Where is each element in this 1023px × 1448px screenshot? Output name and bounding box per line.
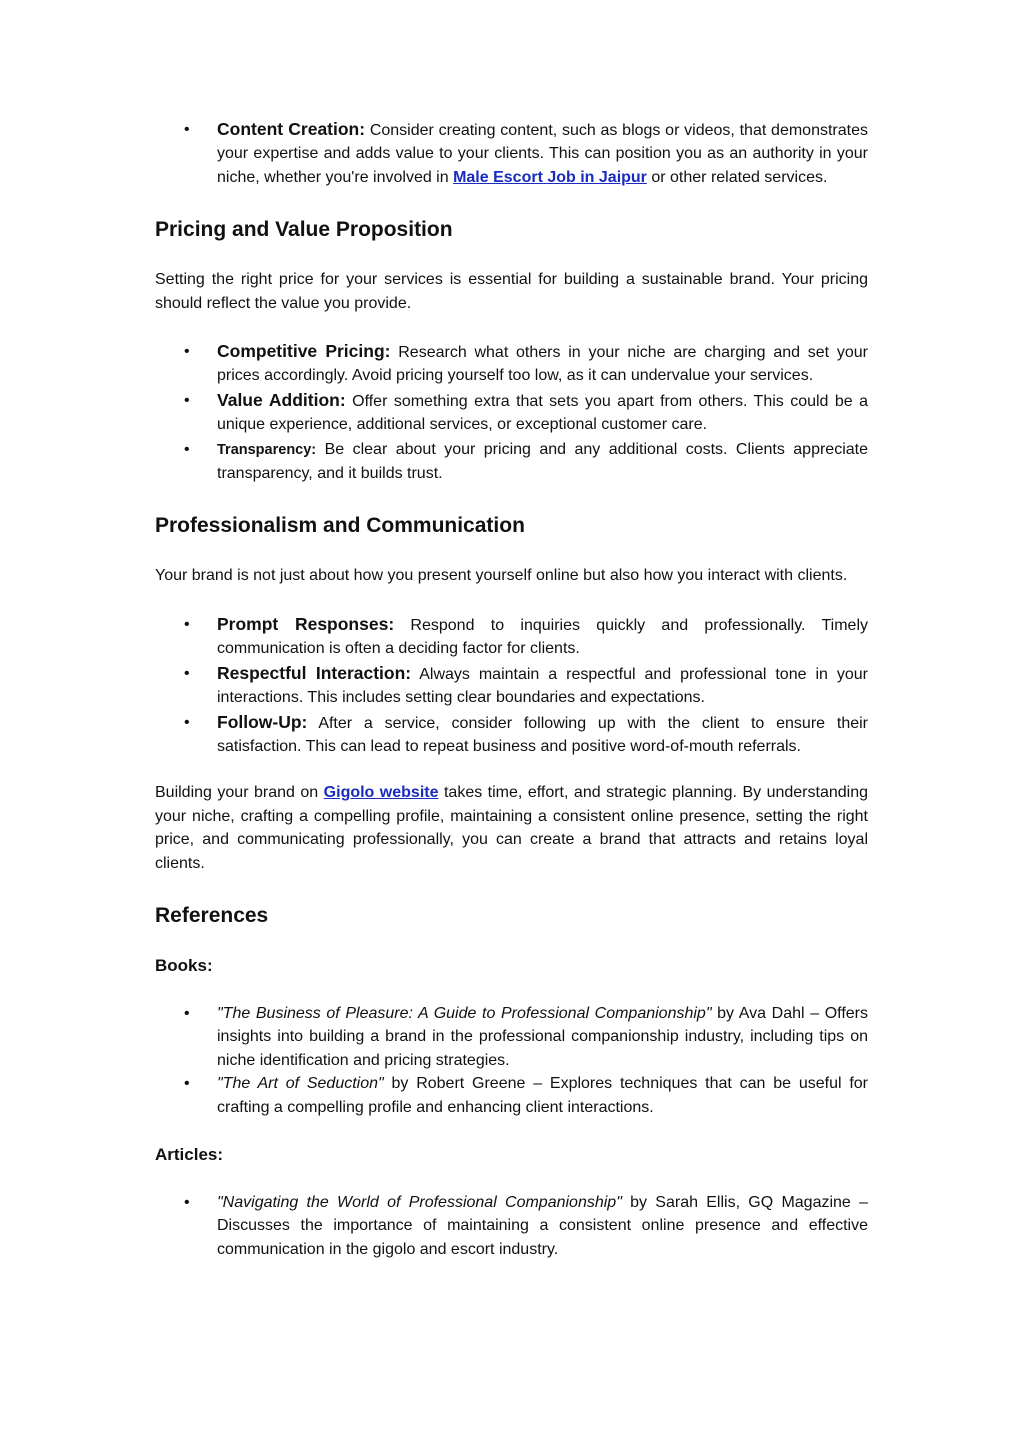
pricing-paragraph: Setting the right price for your services is essential for building a sustainable brand. Your pricing should reflect the value you provide. — [155, 271, 868, 312]
bullet-text: Respond to inquiries quickly and professionally. Timely communication is often a deciding factor for clients. — [217, 616, 869, 658]
conclusion-text: takes time, effort, and strategic planning. By understanding your niche, crafting a compelling profile, maintaining a consistent online presence, setting the right price, and communicating professionally, you can create a brand that attracts and retains loyal clients. — [155, 784, 869, 872]
book-title: "The Business of Pleasure: A Guide to Professional Companionship" — [217, 1004, 712, 1022]
books-heading: Books: — [155, 955, 213, 975]
list-item — [155, 438, 868, 486]
male-escort-job-link[interactable]: Male Escort Job in Jaipur — [453, 168, 647, 186]
book-title: "The Art of Seduction" — [217, 1075, 384, 1093]
bullet-term: Transparency: — [217, 441, 317, 458]
gigolo-website-link[interactable]: Gigolo website — [323, 784, 439, 802]
bullet-text: Consider creating content, such as blogs or videos, that demonstrates your expertise and adds value to your clients. This can position you as an authority in your niche, whether you're involved in — [217, 122, 868, 186]
articles-list — [155, 1191, 868, 1261]
list-item — [155, 613, 868, 661]
list-item — [155, 389, 868, 437]
article-title: "Navigating the World of Professional Companionship" — [217, 1193, 622, 1211]
list-item — [155, 1002, 868, 1072]
bullet-text: After a service, consider following up with the client to ensure their satisfaction. This can lead to repeat business and positive word-of-mouth referrals. — [217, 714, 868, 755]
list-item — [155, 1072, 868, 1119]
bullet-text: Always maintain a respectful and professional tone in your interactions. This includes setting clear boundaries and expectations. — [217, 665, 869, 707]
bullet-term: Competitive Pricing: — [217, 341, 391, 362]
bullet-text: Offer something extra that sets you apart from others. This could be a unique experience, additional services, or exceptional customer care. — [217, 392, 869, 434]
section-heading-references: References — [155, 903, 269, 927]
professionalism-list — [155, 613, 868, 758]
list-item — [155, 662, 868, 710]
article-description: by Sarah Ellis, GQ Magazine – Discusses the importance of maintaining a consistent online presence and effective communication in the gigolo and escort industry. — [217, 1193, 868, 1258]
list-item — [155, 1191, 868, 1261]
bullet-term: Value Addition: — [217, 389, 346, 410]
pricing-list — [155, 340, 868, 485]
book-description: by Ava Dahl – Offers insights into building a brand in the professional companionship industry, including tips on niche identification and pricing strategies. — [217, 1004, 868, 1069]
bullet-term: Respectful Interaction: — [217, 662, 412, 683]
books-list — [155, 1002, 868, 1119]
bullet-text: Be clear about your pricing and any additional costs. Clients appreciate transparency, and it builds trust. — [217, 440, 868, 483]
professionalism-paragraph: Your brand is not just about how you present yourself online but also how you interact with clients. — [155, 567, 848, 585]
articles-heading: Articles: — [155, 1144, 224, 1164]
document-page — [155, 118, 868, 1261]
section-heading-professionalism: Professionalism and Communication — [155, 514, 525, 538]
content-creation-list — [155, 118, 868, 189]
list-item — [155, 118, 868, 189]
list-item — [155, 711, 868, 759]
conclusion-paragraph — [155, 781, 868, 875]
bullet-text: Research what others in your niche are charging and set your prices accordingly. Avoid pricing yourself too low, as it can undervalue your services. — [217, 344, 868, 385]
book-description: by Robert Greene – Explores techniques that can be useful for crafting a compelling profile and enhancing client interactions. — [217, 1075, 869, 1116]
bullet-term: Follow-Up: — [217, 711, 308, 732]
bullet-term: Prompt Responses: — [217, 613, 395, 634]
section-heading-pricing: Pricing and Value Proposition — [155, 218, 453, 242]
list-item — [155, 340, 868, 388]
conclusion-text: Building your brand on — [155, 784, 324, 802]
bullet-term: Content Creation: — [217, 119, 366, 139]
bullet-text: or other related services. — [646, 168, 828, 186]
